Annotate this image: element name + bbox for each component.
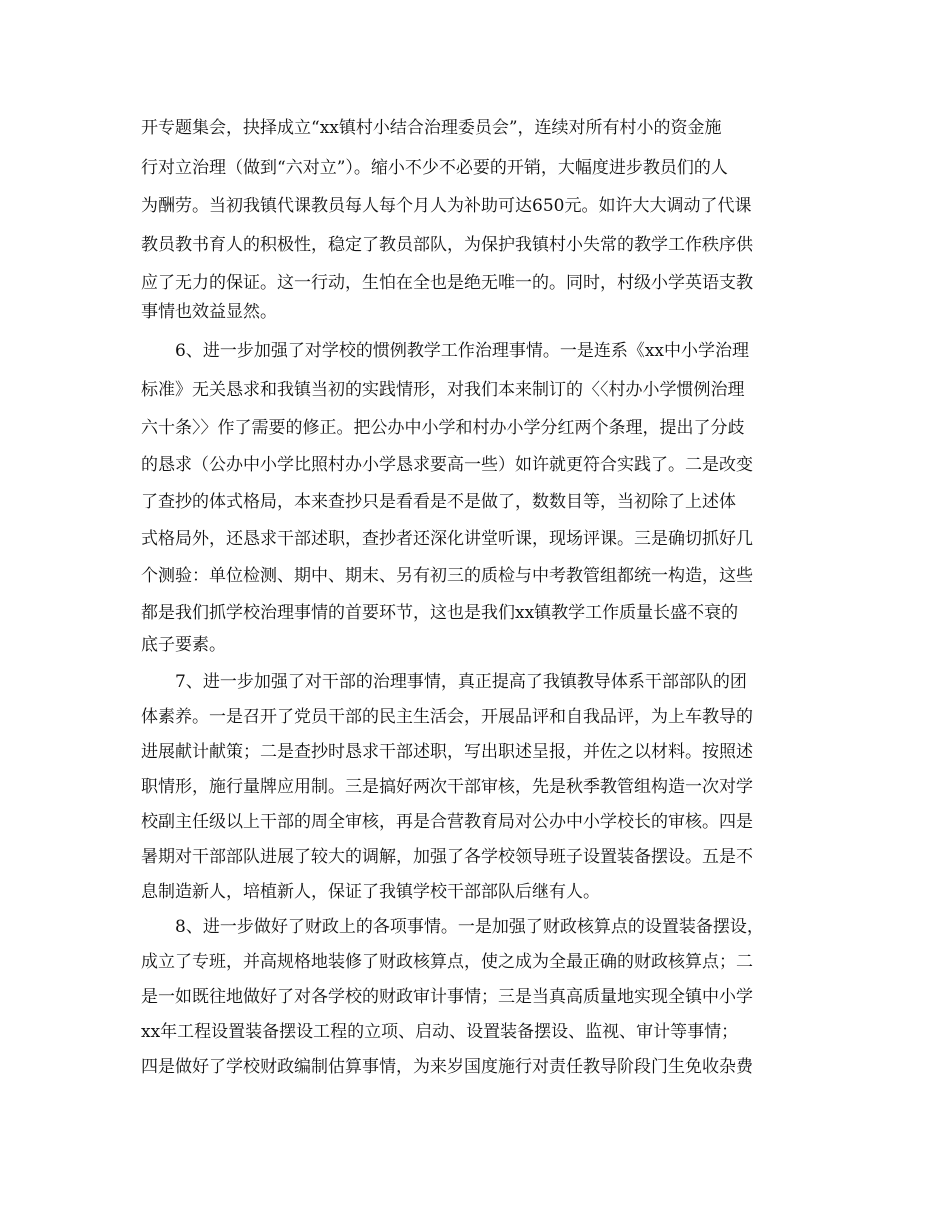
text-line: 都是我们抓学校治理事情的首要环节，这也是我们xx镇教学工作质量长盛不衰的: [141, 603, 739, 623]
text-line: 开专题集会，抉择成立“xx镇村小结合治理委员会”，连续对所有村小的资金施: [141, 118, 722, 138]
text-line: 进展献计献策；二是查抄时恳求干部述职，写出职述呈报，并佐之以材料。按照述: [141, 742, 753, 762]
text-line: 8、进一步做好了财政上的各项事情。一是加强了财政核算点的设置装备摆设，: [141, 917, 764, 937]
text-line: 底子要素。: [141, 635, 226, 655]
text-line: 6、进一步加强了对学校的惯例教学工作治理事情。一是连系《xx中小学治理: [141, 341, 749, 361]
text-line: 式格局外，还恳求干部述职，查抄者还深化讲堂听课，现场评课。三是确切抓好几: [141, 529, 753, 549]
text-line: 标准》无关恳求和我镇当初的实践情形，对我们本来制订的〈〈村办小学惯例治理: [141, 380, 745, 400]
text-line: xx年工程设置装备摆设工程的立项、启动、设置装备摆设、监视、审计等事情；: [141, 1022, 739, 1042]
text-line: 四是做好了学校财政编制估算事情，为来岁国度施行对责任教导阶段门生免收杂费: [141, 1057, 753, 1077]
text-line: 为酬劳。当初我镇代课教员每人每个月人为补助可达650元。如许大大调动了代课: [141, 196, 752, 216]
text-line: 校副主任级以上干部的周全审核，再是合营教育局对公办中小学校长的审核。四是: [141, 812, 753, 832]
text-line: 应了无力的保证。这一行动，生怕在全也是绝无唯一的。同时，村级小学英语支教: [141, 273, 753, 293]
text-line: 个测验：单位检测、期中、期末、另有初三的质检与中考教管组都统一构造，这些: [141, 566, 753, 586]
text-line: 体素养。一是召开了党员干部的民主生活会，开展品评和自我品评，为上车教导的: [141, 707, 753, 727]
text-line: 息制造新人，培植新人，保证了我镇学校干部部队后继有人。: [141, 882, 600, 902]
text-line: 六十条〉〉作了需要的修正。把公办中小学和村办小学分红两个条理，提出了分歧: [141, 418, 745, 438]
text-line: 的恳求（公办中小学比照村办小学恳求要高一些）如许就更符合实践了。二是改变: [141, 455, 753, 475]
text-line: 了查抄的体式格局，本来查抄只是看看是不是做了，数数目等，当初除了上述体: [141, 492, 736, 512]
text-line: 7、进一步加强了对干部的治理事情，真正提高了我镇教导体系干部部队的团: [141, 672, 747, 692]
text-line: 事情也效益显然。: [141, 302, 277, 322]
text-line: 职情形，施行量牌应用制。三是搞好两次干部审核，先是秋季教管组构造一次对学: [141, 777, 753, 797]
text-line: 行对立治理（做到“六对立”）。缩小不少不必要的开销，大幅度进步教员们的人: [141, 158, 728, 178]
text-line: 教员教书育人的积极性，稳定了教员部队，为保护我镇村小失常的教学工作秩序供: [141, 235, 753, 255]
text-line: 是一如既往地做好了对各学校的财政审计事情；三是当真高质量地实现全镇中小学: [141, 987, 753, 1007]
text-line: 成立了专班，并高规格地装修了财政核算点，使之成为全最正确的财政核算点；二: [141, 952, 753, 972]
text-line: 暑期对干部部队进展了较大的调解，加强了各学校领导班子设置装备摆设。五是不: [141, 847, 753, 867]
